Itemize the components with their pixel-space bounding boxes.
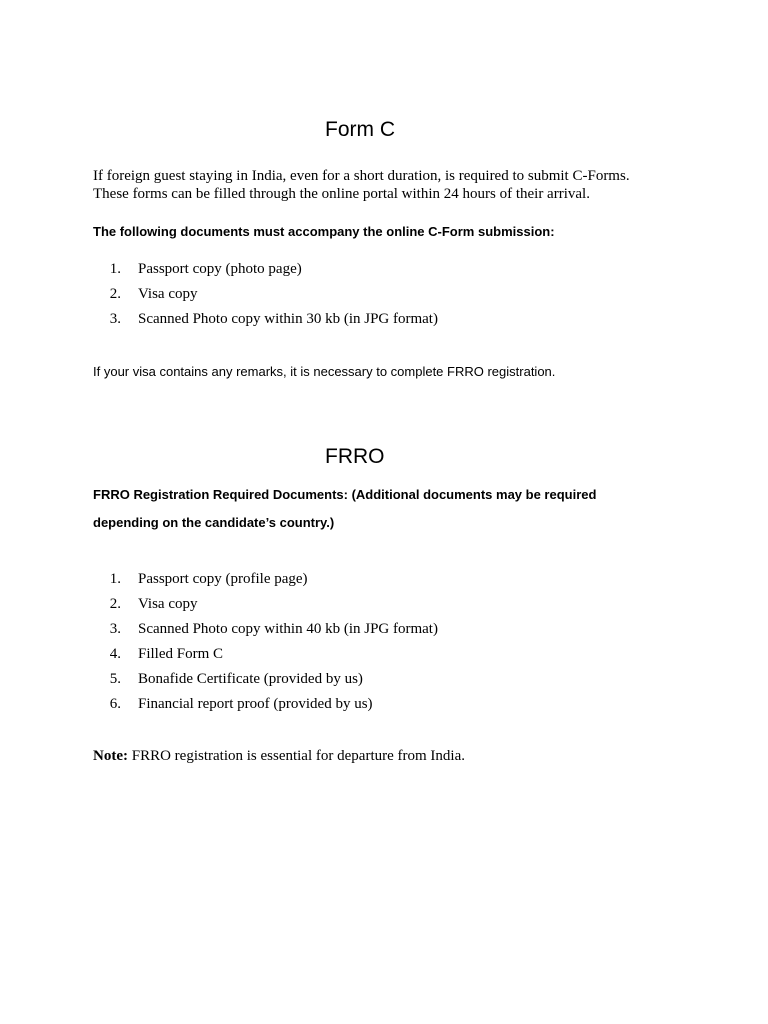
list-number: 3. — [109, 311, 121, 327]
frro-title: FRRO — [325, 445, 385, 468]
list-number: 3. — [109, 621, 121, 637]
list-text: Passport copy (photo page) — [138, 261, 302, 277]
frro-note — [93, 747, 465, 765]
frro-required-line-1: FRRO Registration Required Documents: (Additional documents may be required — [93, 487, 597, 502]
list-text: Scanned Photo copy within 30 kb (in JPG format) — [138, 311, 438, 327]
list-text: Bonafide Certificate (provided by us) — [138, 671, 363, 687]
list-number: 2. — [109, 286, 121, 302]
list-text: Passport copy (profile page) — [138, 571, 308, 587]
list-number: 5. — [109, 671, 121, 687]
note-text: FRRO registration is essential for departure from India. — [127, 748, 465, 764]
list-text: Scanned Photo copy within 40 kb (in JPG format) — [138, 621, 438, 637]
list-number: 1. — [109, 571, 121, 587]
list-number: 6. — [109, 696, 121, 712]
list-text: Filled Form C — [138, 646, 224, 662]
note-label: Note: — [93, 748, 128, 764]
form-c-title: Form C — [325, 118, 395, 141]
list-number: 4. — [109, 646, 121, 662]
list-text: Financial report proof (provided by us) — [138, 696, 373, 712]
frro-required-line-2: depending on the candidate’s country.) — [93, 515, 335, 530]
list-text: Visa copy — [138, 596, 198, 612]
form-c-docs-heading: The following documents must accompany the online C-Form submission: — [93, 224, 555, 239]
form-c-intro-line-2: These forms can be filled through the online portal within 24 hours of their arrival. — [93, 186, 590, 202]
list-text: Visa copy — [138, 286, 198, 302]
list-number: 1. — [109, 261, 121, 277]
list-number: 2. — [109, 596, 121, 612]
visa-remarks-note: If your visa contains any remarks, it is necessary to complete FRRO registration. — [93, 364, 556, 379]
form-c-intro-line-1: If foreign guest staying in India, even for a short duration, is required to submit C-Forms. — [93, 168, 630, 184]
